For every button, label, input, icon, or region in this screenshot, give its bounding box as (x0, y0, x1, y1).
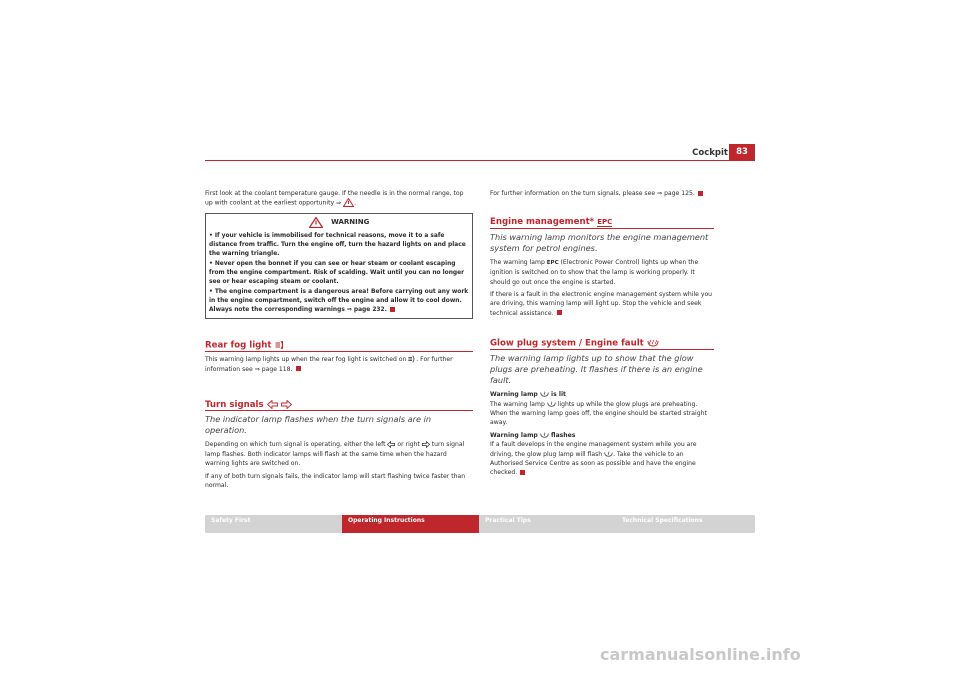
end-mark (520, 470, 525, 475)
warning-triangle-icon (309, 217, 323, 228)
engine-rule (490, 228, 714, 229)
glow-rule (490, 349, 714, 350)
page-number: 83 (729, 144, 755, 160)
tab-operating-instructions[interactable]: Operating Instructions (342, 515, 479, 533)
warning-item: • The engine compartment is a dangerous area! Before carrying out any work in the engine compartment, switch off the engine and allow it to cool down. Always note the corresponding warnings ⇒ page 232. (209, 289, 469, 314)
turn-left-icon (267, 400, 278, 409)
left-column (205, 189, 473, 493)
warning-box (205, 213, 473, 319)
glow-plug-icon (647, 339, 659, 347)
turn-info: For further information on the turn signals, please see ⇒ page 125. (490, 189, 714, 198)
turn-right-icon (281, 400, 292, 409)
end-mark (698, 191, 703, 196)
glow-plug-icon (540, 391, 549, 397)
glow-lit-text: The warning lamp lights up while the glow plugs are preheating. When the warning lamp goes off, the engine should be started straight away. (490, 400, 707, 427)
glow-flash-text: If a fault develops in the engine management system while you are driving, the glow plug lamp will flash . Take the vehicle to an Authorised Service Centre as soon as possible and have the engine checked. (490, 441, 697, 477)
glow-subtitle: The warning lamp lights up to show that the glow plugs are preheating. It flashes if there is an engine fault. (490, 353, 703, 386)
fog-text: This warning lamp lights up when the rear fog light is switched on . For further information see ⇒ page 118. (205, 356, 453, 373)
epc-icon: EPC (597, 218, 613, 227)
warning-item: • If your vehicle is immobilised for technical reasons, move it to a safe distance from traffic. Turn the engine off, turn the hazard lights on and place the warning triangle. (209, 233, 466, 258)
warning-body (206, 230, 472, 318)
glow-plug-icon (604, 451, 613, 457)
engine-text-1: The warning lamp EPC (Electronic Power Control) lights up when the ignition is switched on to show that the lamp is working properly. It should go out once the engine is started. (490, 258, 699, 286)
end-mark (296, 366, 301, 371)
glow-heading: Glow plug system / Engine fault (490, 339, 714, 349)
engine-text-2: If there is a fault in the electronic engine management system while you are driving, this warning lamp will light up. Stop the vehicle and seek technical assistance. (490, 291, 713, 317)
coolant-intro: First look at the coolant temperature gauge. If the needle is in the normal range, top up with coolant at the earliest opportunity ⇒ . (205, 190, 464, 207)
glow-lit-label: Warning lamp is lit (490, 391, 566, 399)
turn-heading: Turn signals (205, 400, 473, 410)
turn-rule (205, 410, 473, 411)
turn-right-icon (422, 441, 430, 448)
tab-practical-tips[interactable]: Practical Tips (479, 515, 616, 533)
glow-plug-icon (547, 401, 556, 407)
warning-header: WARNING (206, 214, 472, 230)
rear-fog-light-icon (275, 340, 285, 350)
turn-left-icon (387, 441, 395, 448)
turn-text-2: If any of both turn signals fails, the indicator lamp will start flashing twice faster than normal. (205, 472, 466, 490)
tab-safety-first[interactable]: Safety First (205, 515, 342, 533)
tab-technical-specifications[interactable]: Technical Specifications (616, 515, 755, 533)
fog-rule (205, 351, 473, 352)
watermark: carmanualsonline.info (600, 645, 801, 664)
warning-triangle-icon (343, 198, 354, 207)
epc-icon: EPC (546, 259, 559, 266)
glow-plug-icon (540, 432, 549, 438)
fog-heading: Rear fog light (205, 340, 473, 351)
turn-subtitle: The indicator lamp flashes when the turn signals are in operation. (205, 414, 432, 436)
header-rule (205, 160, 755, 161)
footer-nav (205, 515, 755, 533)
section-title: Cockpit (692, 148, 728, 158)
end-mark (390, 307, 395, 312)
right-column (490, 189, 714, 481)
engine-heading: Engine management* EPC (490, 217, 613, 228)
turn-text-1: Depending on which turn signal is operating, either the left or right turn signal lamp flashes. Both indicator lamps will flash at the same time when the hazard warning lights are switched on. (205, 441, 465, 468)
engine-subtitle: This warning lamp monitors the engine management system for petrol engines. (490, 231, 709, 253)
warning-item: • Never open the bonnet if you can see or hear steam or coolant escaping from the engine compartment. Risk of scalding. Wait until you can no longer see or hear escaping steam or coolant. (209, 261, 465, 286)
end-mark (557, 310, 562, 315)
glow-flash-label: Warning lamp flashes (490, 431, 576, 439)
